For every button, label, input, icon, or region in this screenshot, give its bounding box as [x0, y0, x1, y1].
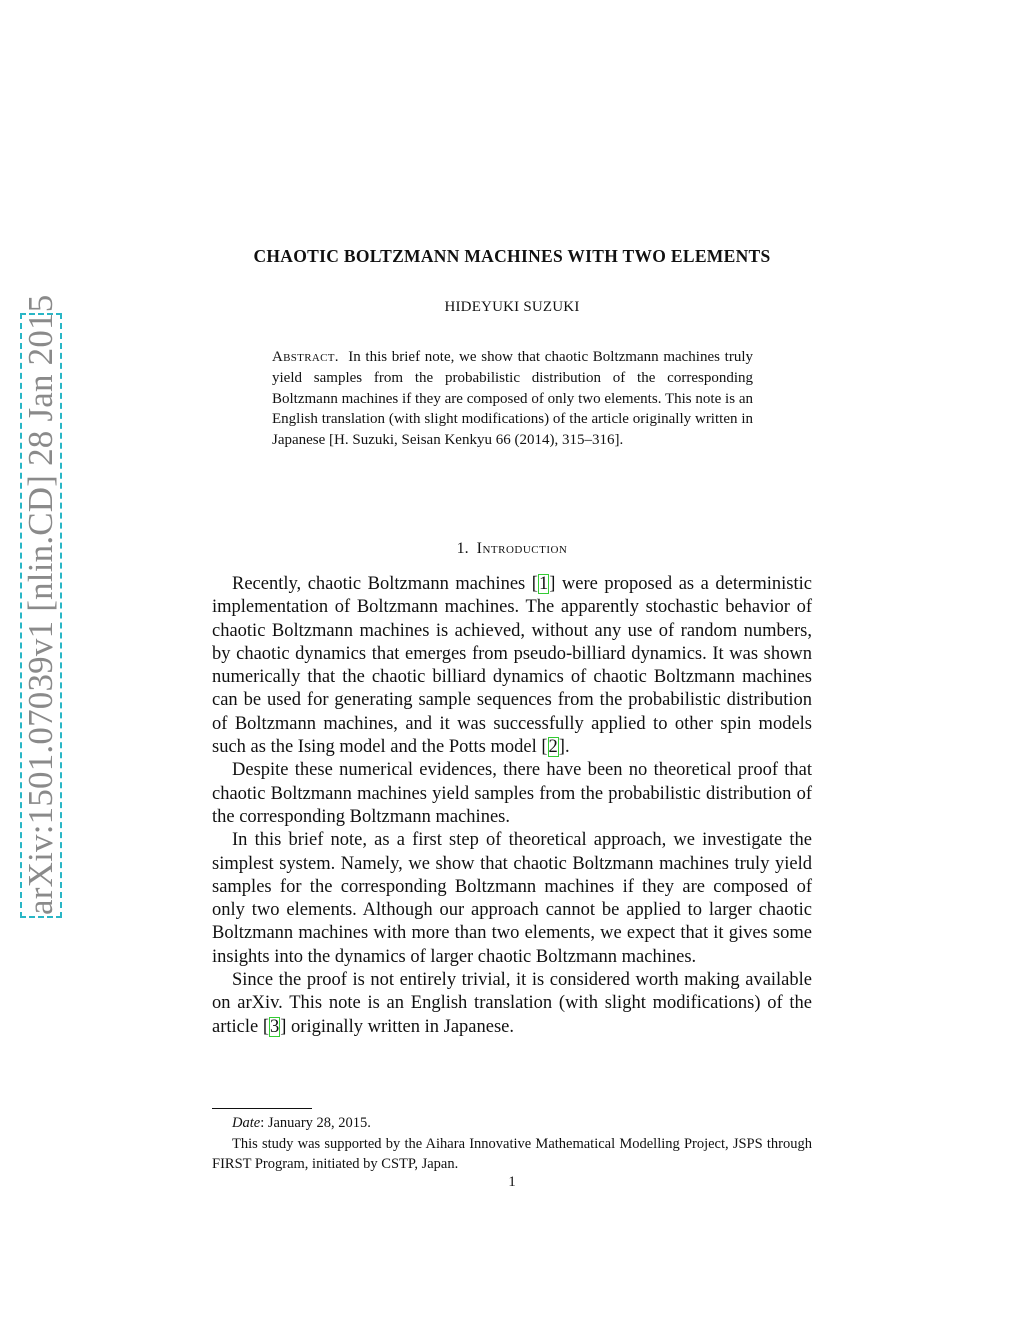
paragraph-4	[212, 969, 812, 1039]
section-number: 1.	[456, 540, 469, 557]
paper-author: HIDEYUKI SUZUKI	[444, 299, 580, 315]
paragraph-1-text-c: ].	[558, 737, 570, 758]
paper-title: CHAOTIC BOLTZMANN MACHINES WITH TWO ELEMENTS	[253, 246, 771, 266]
abstract-heading: Abstract.	[272, 349, 339, 365]
abstract	[272, 347, 753, 451]
footnote-rule	[212, 1108, 312, 1109]
footnote-date-label: Date	[232, 1115, 261, 1131]
paragraph-1	[212, 573, 812, 759]
paragraph-4-text-b: ] originally written in Japanese.	[280, 1016, 515, 1037]
introduction-body	[212, 573, 812, 1039]
paragraph-1-text-b: ] were proposed as a deterministic implementation of Boltzmann machines. The apparently stochastic behavior of chaotic Boltzmann machines is achieved, without any use of random numbers, by chaotic dynamics that emerges from pseudo-billiard dynamics. It was shown numerically that the chaotic billiard dynamics of chaotic Boltzmann machines can be used for generating sample sequences from the probabilistic distribution of Boltzmann machines, and it was successfully applied to other spin models such as the Ising model and the Potts model [	[212, 574, 812, 758]
footnote-date	[212, 1113, 812, 1134]
paragraph-3: In this brief note, as a first step of theoretical approach, we investigate the simplest system. Namely, we show that chaotic Boltzmann machines truly yield samples for the corresponding Boltzmann machines if they are composed of only two elements. Although our approach cannot be applied to larger chaotic Boltzmann machines with more than two elements, we expect that it gives some insights into the dynamics of larger chaotic Boltzmann machines.	[212, 830, 812, 967]
footnote-date-value: : January 28, 2015.	[260, 1115, 371, 1131]
footnotes	[212, 1113, 812, 1175]
footnote-support: This study was supported by the Aihara Innovative Mathematical Modelling Project, JSPS through FIRST Program, initiated by CSTP, Japan.	[212, 1135, 812, 1172]
citation-link-1[interactable]: 1	[538, 574, 549, 594]
paragraph-2: Despite these numerical evidences, there have been no theoretical proof that chaotic Boltzmann machines yield samples from the probabilistic distribution of the corresponding Boltzmann machines.	[212, 760, 812, 827]
paragraph-4-text-a: Since the proof is not entirely trivial, it is considered worth making available on arXiv. This note is an English translation (with slight modifications) of the article [	[212, 970, 812, 1037]
paragraph-1-text-a: Recently, chaotic Boltzmann machines [	[232, 574, 538, 594]
page-number: 1	[508, 1174, 516, 1190]
citation-link-2[interactable]: 2	[548, 737, 558, 758]
section-heading	[0, 540, 1024, 558]
section-title: Introduction	[476, 540, 568, 557]
citation-link-3[interactable]: 3	[270, 1016, 280, 1037]
arxiv-stamp: arXiv:1501.07039v1 [nlin.CD] 28 Jan 2015	[21, 294, 60, 915]
abstract-text: In this brief note, we show that chaotic Boltzmann machines truly yield samples from the probabilistic distribution of the corresponding Boltzmann machines if they are composed of only two elements. This note is an English translation (with slight modifications) of the article originally written in Japanese [H. Suzuki, Seisan Kenkyu 66 (2014), 315–316].	[272, 349, 753, 449]
